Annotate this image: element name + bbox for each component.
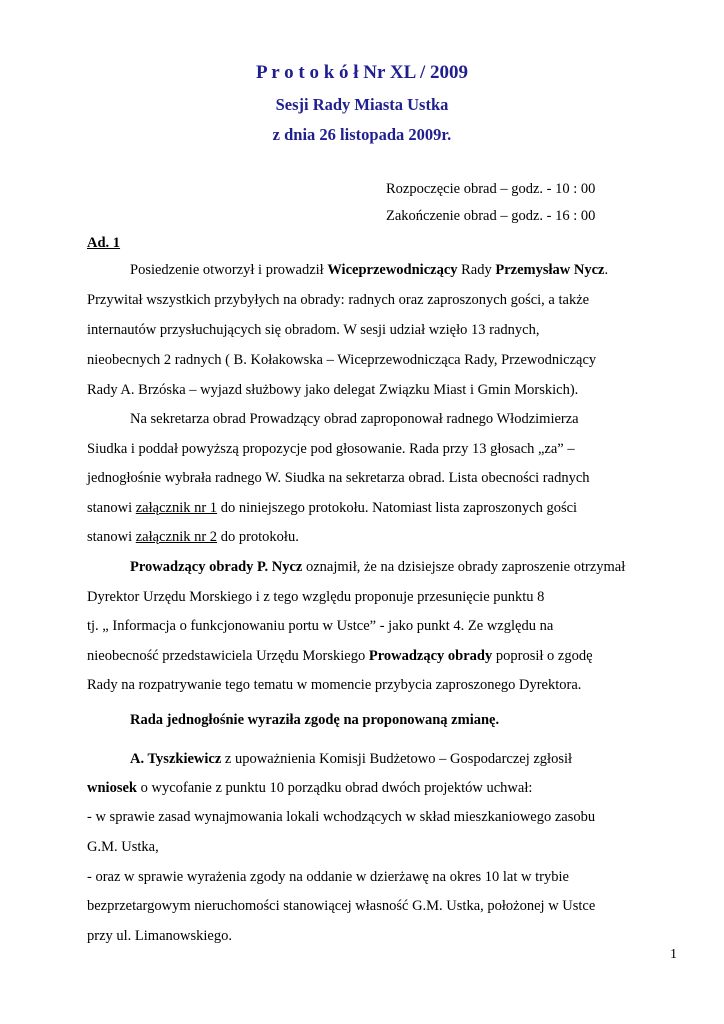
text-span: . [604, 262, 609, 278]
paragraph-line [87, 500, 577, 517]
text-span: Rady [457, 262, 496, 278]
page-number: 1 [670, 947, 677, 962]
text-span: Posiedzenie otworzył i prowadził [130, 262, 328, 278]
attachment-reference: załącznik nr 1 [135, 500, 218, 516]
resolution-statement: Rada jednogłośnie wyraziła zgodę na proponowaną zmianę. [130, 712, 500, 728]
paragraph-line [87, 529, 299, 546]
paragraph-line: - oraz w sprawie wyrażenia zgody na oddanie w dzierżawę na okres 10 lat w trybie [87, 869, 569, 885]
paragraph-line: Siudka i poddał powyższą propozycje pod głosowanie. Rada przy 13 głosach „za” – [87, 441, 575, 457]
bold-text: Przemysław Nycz [495, 262, 605, 278]
paragraph-line: Rady na rozpatrywanie tego tematu w momencie przybycia zaproszonego Dyrektora. [87, 677, 582, 693]
text-span: poprosił o zgodę [492, 648, 593, 664]
paragraph-line: jednogłośnie wybrała radnego W. Siudka na sekretarza obrad. Lista obecności radnych [87, 470, 590, 486]
section-heading: Ad. 1 [87, 235, 121, 251]
paragraph-line [87, 780, 532, 797]
paragraph-line: Na sekretarza obrad Prowadzący obrad zaproponował radnego Włodzimierza [130, 411, 579, 427]
document-date: z dnia 26 listopada 2009r. [272, 125, 452, 144]
paragraph-line: przy ul. Limanowskiego. [87, 928, 232, 944]
text-span: stanowi [87, 500, 136, 516]
paragraph-line: internautów przysłuchujących się obradom. W sesji udział wzięło 13 radnych, [87, 322, 540, 338]
paragraph-line: nieobecnych 2 radnych ( B. Kołakowska – Wiceprzewodnicząca Rady, Przewodniczący [87, 352, 597, 368]
bold-text: A. Tyszkiewicz [130, 751, 222, 767]
paragraph-line: Rady A. Brzóska – wyjazd służbowy jako delegat Związku Miast i Gmin Morskich). [87, 382, 579, 398]
paragraph-line: - w sprawie zasad wynajmowania lokali wchodzących w skład mieszkaniowego zasobu [87, 809, 596, 825]
bold-text: wniosek [87, 780, 137, 796]
text-span: oznajmił, że na dzisiejsze obrady zaproszenie otrzymał [302, 559, 626, 575]
bold-text: Wiceprzewodniczący [327, 262, 458, 278]
document-subtitle: Sesji Rady Miasta Ustka [275, 95, 449, 114]
session-end-time: Zakończenie obrad – godz. - 16 : 00 [386, 208, 596, 224]
paragraph-line: Przywitał wszystkich przybyłych na obrady: radnych oraz zaproszonych gości, a także [87, 292, 590, 308]
text-span: z upoważnienia Komisji Budżetowo – Gospodarczej zgłosił [221, 751, 573, 767]
text-span: do protokołu. [217, 529, 299, 545]
bold-text: Prowadzący obrady P. Nycz [130, 559, 303, 575]
text-span: nieobecność przedstawiciela Urzędu Morskiego [87, 648, 369, 664]
paragraph-line [130, 559, 625, 576]
paragraph-line [87, 648, 593, 665]
paragraph-line [130, 262, 608, 279]
bold-text: Prowadzący obrady [368, 648, 493, 664]
paragraph-line: G.M. Ustka, [87, 839, 159, 855]
attachment-reference: załącznik nr 2 [135, 529, 218, 545]
session-start-time: Rozpoczęcie obrad – godz. - 10 : 00 [386, 181, 596, 197]
text-span: o wycofanie z punktu 10 porządku obrad dwóch projektów uchwał: [136, 780, 533, 796]
paragraph-line [130, 751, 572, 768]
document-title: P r o t o k ó ł Nr XL / 2009 [255, 62, 468, 83]
paragraph-line: Dyrektor Urzędu Morskiego i z tego względu proponuje przesunięcie punktu 8 [87, 589, 545, 605]
text-span: do niniejszego protokołu. Natomiast lista zaproszonych gości [217, 500, 578, 516]
paragraph-line: bezprzetargowym nieruchomości stanowiącej własność G.M. Ustka, położonej w Ustce [87, 898, 596, 914]
paragraph-line: tj. „ Informacja o funkcjonowaniu portu w Ustce” - jako punkt 4. Ze względu na [87, 618, 554, 634]
text-span: stanowi [87, 529, 136, 545]
